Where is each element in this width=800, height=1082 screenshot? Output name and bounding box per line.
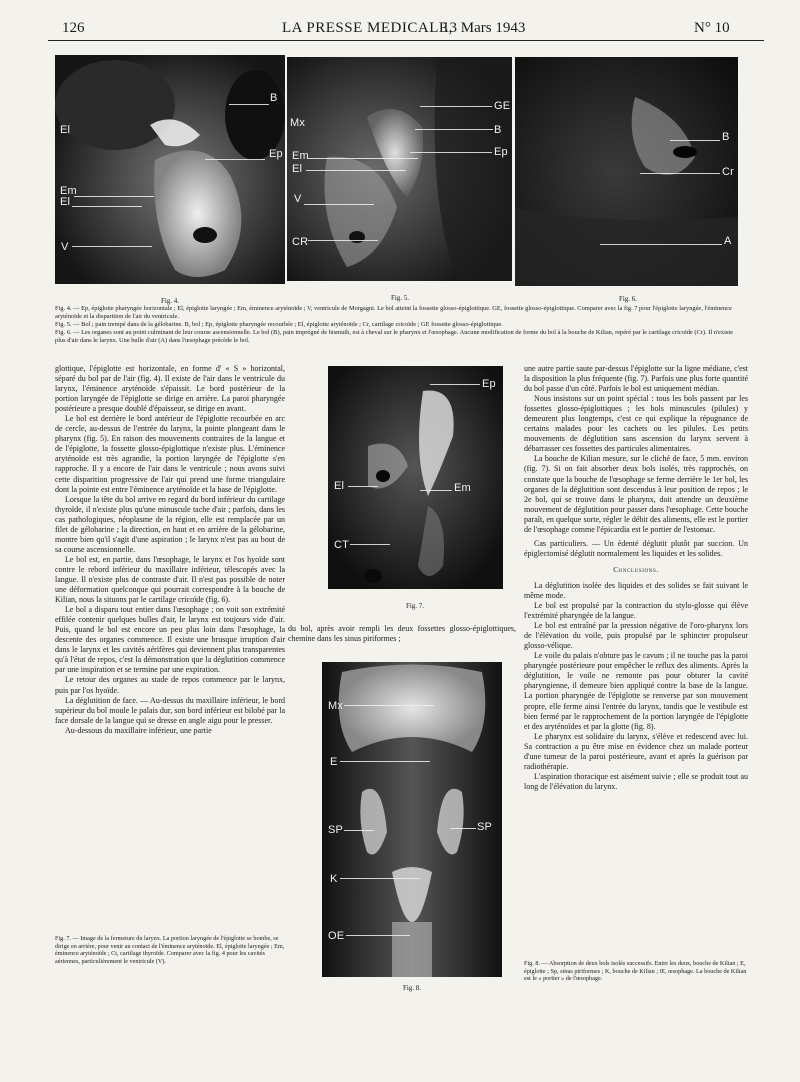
fig4-leader-el [72, 206, 142, 207]
fig4-caption: Fig. 4. [160, 297, 180, 305]
fig7-leader-ct [350, 544, 390, 545]
fig6-leader-a [600, 244, 722, 245]
issue-date: 13 Mars 1943 [442, 20, 526, 36]
legend-fig4: Fig. 4. — Ep, épiglotte pharyngée horizontale ; El, épiglotte laryngée ; Em, éminence aryténoïde ; V, ventricule de Morgagni. Le bol atteint la fossette glosso-épiglottique. GE, fossette glosso-épiglottique. Comparer avec la fig. 7 pour l'épiglotte laryngée, l'éminence aryténoïde et la disparition de l'air du ventricule. [55, 305, 732, 320]
right-para-7: Le bol est propulsé par la contraction du stylo-glosse qui élève l'extrémité pharyngée de la langue. [524, 601, 748, 621]
fig8-leader-sp-right [450, 828, 476, 829]
middle-text [288, 624, 516, 644]
left-column [55, 364, 285, 736]
legend-fig6: Fig. 6. — Les organes sont au point culminant de leur course ascensionnelle. Le bol (B), pain imprégné de bismuth, est à cheval sur le pharynx et l'œsophage. Aucune modification de forme du bol à la bouche de Kilian, repéré par le cartilage cricoïde (Cr). Il n'existe plus d'air dans le larynx. Une bulle d'air (A) dans l'œsophage précède le bol. [55, 328, 733, 344]
fig5-radiograph [287, 57, 512, 281]
fig6-leader-b [670, 140, 720, 141]
right-para-11: L'aspiration thoracique est aisément suivie ; elle se produit tout au long de l'élévation du larynx. [524, 771, 748, 791]
left-para-3: Lorsque la tête du bol arrive en regard du bord inférieur du cartilage thyroïde, il n'existe plus qu'une minuscule tache d'air ; parfois, dans les cas pathologiques, néoplasme de la région, elle est remplacée par un filet de gélobarine ; la direction, en haut et en arrière de la gélobarine, montre bien qu'il s'agit d'une aspiration ; le larynx n'est pas au bout de sa course ascensionnelle. [55, 494, 285, 554]
right-para-9: Le voile du palais n'obture pas le cavum ; il ne touche pas la paroi pharyngée postérieure pour empêcher le reflux des aliments. Après la déglutition, le voile ne remonte pas pour obturer la cavité pharyngienne, il demeure bien appliqué contre la base de la langue. La portion pharyngée de l'épiglotte se renverse par son mouvement propre, elle ferme ainsi l'entrée du larynx, tandis que le vestibule est bien fermé par le rapprochement de la portion laryngée de l'épiglotte et des aryténoïdes et par la glotte (fig. 8). [524, 651, 748, 731]
fig8-leader-k [340, 878, 420, 879]
fig8-label-sp-right: SP [477, 821, 493, 833]
fig4-label-el-top: El [60, 124, 71, 136]
fig8-leader-e [340, 761, 430, 762]
fig8-leader-mx [344, 705, 434, 706]
right-column [524, 364, 748, 792]
left-para-6: Le retour des organes au stade de repos commence par le larynx, puis par l'os hyoïde. [55, 675, 285, 695]
fig7-xray-image [328, 366, 503, 589]
fig7-leader-em [420, 490, 452, 491]
right-para-1: une autre partie saute par-dessus l'épiglotte sur la ligne médiane, c'est la disposition la plus fréquente (fig. 7). Parfois une plus forte quantité du bol passe d'un côté. Parfois le bol est uniquement médian. [524, 364, 748, 394]
fig7-leader-ep [430, 384, 480, 385]
fig8-caption: Fig. 8. [402, 984, 422, 992]
fig4-leader-ep [205, 159, 265, 160]
fig8-label-mx: Mx [328, 700, 344, 712]
fig6-label-cr: Cr [722, 166, 735, 178]
fig6-leader-cr [640, 173, 720, 174]
fig6-label-a: A [724, 235, 732, 247]
fig8-xray-image [322, 662, 502, 977]
fig4-label-b: B [270, 92, 278, 104]
fig5-label-b: B [494, 124, 502, 136]
figure-legends [55, 305, 745, 345]
left-para-4: Le bol est, en partie, dans l'œsophage, le larynx et l'os hyoïde sont contre le rebord inférieur du maxillaire inférieur, télescopés avec la langue. Il n'existe plus de contraste d'air. Il n'est pas possible de noter une déformation quelconque qui pourrait correspondre à la bouche de Kilian, nous la situons par le cartilage cricoïde (fig. 6). [55, 554, 285, 605]
fig7-label-ep: Ep [482, 378, 496, 390]
fig5-label-em: Em [292, 150, 309, 162]
fig7-leader-el [348, 486, 378, 487]
fig5-leader-v [304, 204, 374, 205]
legend-fig8: Fig. 8. — Absorption de deux bols isolés successifs. Entre les deux, bouche de Kilian ; E, épiglotte ; Sp, sinus piriformes ; K, bouche de Kilian ; Œ, œsophage. La bouche de Kilian est le « portier » de l'œsophage. [524, 960, 747, 983]
fig8-label-sp-left: SP [328, 824, 344, 836]
right-para-8: Le bol est entraîné par la pression négative de l'oro-pharynx lors de l'élévation du voile, puis propulsé par le sphincter propulseur glosso-vélique. [524, 621, 748, 651]
fig5-label-cr: CR [292, 236, 309, 248]
fig6-radiograph [515, 57, 738, 286]
fig6-xray-image [515, 57, 738, 286]
right-para-4: Cas particuliers. — Un édenté déglutit plutôt par succion. Un épiglectomisé déglutit normalement les liquides et les solides. [524, 538, 748, 558]
fig5-leader-el [306, 170, 406, 171]
fig7-caption: Fig. 7. [405, 602, 425, 610]
legend-fig5: Fig. 5. — Bol ; pain trempé dans de la gélobarine. B, bol ; Ep, épiglotte pharyngée recourbée ; El, épiglotte aryténoïde ; Cr, cartilage cricoïde ; GE fossette glosso-épiglottique. [55, 320, 503, 328]
fig5-caption: Fig. 5. [390, 294, 410, 302]
fig7-label-em: Em [454, 482, 471, 494]
right-para-10: Le pharynx est solidaire du larynx, s'élève et redescend avec lui. Sa contraction a pu être mise en évidence chez un malade porteur d'une tumeur de la paroi postérieure, avant et après la guérison par radiothérapie. [524, 731, 748, 771]
fig4-label-el: El [60, 196, 71, 208]
journal-title: LA PRESSE MEDICALE, [282, 20, 453, 36]
fig5-leader-b [415, 129, 493, 130]
left-para-7: La déglutition de face. — Au-dessus du maxillaire inférieur, le bord supérieur du bol moule le palais dur, son bord inférieur est bilobé par la face dorsale de la langue qui se dresse en angle aigu pour le presser. [55, 695, 285, 725]
fig5-label-mx: Mx [290, 117, 306, 129]
fig5-label-ge: GE [494, 100, 511, 112]
fig5-label-v: V [294, 193, 302, 205]
fig4-xray-image [55, 55, 285, 284]
left-para-2: Le bol est derrière le bord antérieur de l'épiglotte recourbée en arc de cercle, au-dessus de l'entrée du larynx, la pointe plongeant dans le pharynx (fig. 5). En raison des mouvements contraires de la langue et de l'épiglotte, la fossette glosso-épiglottique n'existe plus. L'éminence aryténoïde est très agrandie, la portion laryngée de l'épiglotte s'en rapproche. Il y a encore de l'air dans le ventricule ; nous avons suivi cette disparition progressive de l'air qui prend une forme triangulaire dont la pointe est entre l'éminence aryténoïde et la base de l'épiglotte. [55, 414, 285, 494]
fig4-leader-em [74, 196, 154, 197]
left-para-1: glottique, l'épiglotte est horizontale, en forme d' « S » horizontal, séparé du bol par de l'air (fig. 4). Il existe de l'air dans le ventricule du larynx, l'éminence aryténoïde s'épaissit. Le bord postérieur de la portion laryngée de l'épiglotte se dirige en arrière. La paroi pharyngée postérieure a presque doublé d'épaisseur, se dirige en avant. [55, 364, 285, 414]
fig8-label-oe: OE [328, 930, 345, 942]
fig5-label-el: El [292, 163, 303, 175]
fig7-radiograph [328, 366, 503, 589]
fig5-leader-ge [420, 106, 492, 107]
fig6-label-b: B [722, 131, 730, 143]
fig6-caption: Fig. 6. [618, 295, 638, 303]
page-number: 126 [62, 20, 85, 36]
fig8-label-k: K [330, 873, 338, 885]
right-para-3: La bouche de Kilian mesure, sur le cliché de face, 5 mm. environ (fig. 7). Si on fait absorber deux bols isolés, très rapprochés, on constate que la bouche de l'œsophage se ferme derrière le 1er bol, les organes de la déglutition sont descendus à leur position de repos ; le 2e bol, qui se trouve dans le pharynx, doit attendre un deuxième mouvement de déglutition pour passer dans l'œsophage. Cette bouche paraît, en quelque sorte, régler le débit des aliments, elle est le portier de l'œsophage comme l'épicardia est le portier de l'estomac. [524, 454, 748, 534]
fig8-radiograph [322, 662, 502, 977]
fig7-label-el: El [334, 480, 345, 492]
fig5-leader-cr [308, 240, 378, 241]
fig4-label-em: Em [60, 185, 77, 197]
fig8-label-e: E [330, 756, 338, 768]
fig8-leader-oe [346, 935, 410, 936]
left-para-5: Le bol a disparu tout entier dans l'œsophage ; on voit son extrémité effilée contenir quelques bulles d'air, le larynx est toujours vide d'air. Puis, quand le bol est encore un peu plus loin dans l'œsophage, la descente des organes commence. Il existe une brusque irruption d'air dans le larynx et les cavités aérifères qui deviennent plus transparentes qu'à l'état de repos, c'est la démonstration que la déglutition commence par une inspiration et se termine par une expiration. [55, 605, 285, 675]
fig5-label-ep: Ep [494, 146, 508, 158]
conclusions-heading: Conclusions. [613, 565, 659, 574]
fig4-label-v: V [61, 241, 69, 253]
issue-number: N° 10 [694, 20, 730, 36]
fig4-label-ep: Ep [269, 148, 283, 160]
fig8-leader-sp-left [344, 830, 374, 831]
legend-fig7: Fig. 7. — Image de la fermeture du larynx. La portion laryngée de l'épiglotte se bombe, se dirige en arrière, pour venir au contact de l'éminence aryténoïde. El, épiglotte laryngée ; Em, éminence aryténoïde ; Ct, cartilage thyroïde. Comparer avec la fig. 4 pour les cavités aériennes, particulièrement le ventricule (V). [55, 935, 285, 965]
fig5-leader-ep [410, 152, 492, 153]
fig7-label-ct: CT [334, 539, 350, 551]
fig4-radiograph [55, 55, 285, 284]
fig5-xray-image [287, 57, 512, 281]
fig5-leader-em [308, 158, 418, 159]
middle-para: du bol, après avoir rempli les deux fossettes glosso-épiglottiques, chemine dans les sinus piriformes ; [288, 624, 516, 644]
right-para-2: Nous insistons sur un point spécial : tous les bols passent par les fossettes glosso-épiglottiques ; les bols minuscules (pilules) y demeurent plus longtemps, c'est ce qui explique la répugnance de certains malades pour les cachets ou les pilules. Les petits mouvements de déglutition sans ascension du larynx servent à débarrasser ces fossettes des particules alimentaires. [524, 394, 748, 454]
fig4-leader-v [72, 246, 152, 247]
left-para-8: Au-dessous du maxillaire inférieur, une partie [65, 725, 212, 735]
header-rule [48, 40, 764, 41]
fig4-leader-b [229, 104, 269, 105]
right-para-6: La déglutition isolée des liquides et des solides se fait suivant le même mode. [524, 580, 748, 600]
